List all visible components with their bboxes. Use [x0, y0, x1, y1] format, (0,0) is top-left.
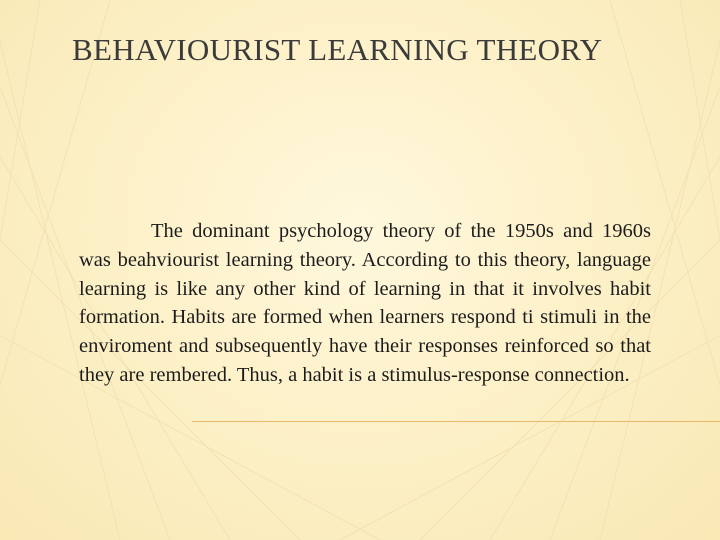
- slide-title: BEHAVIOURIST LEARNING THEORY: [72, 32, 603, 67]
- slide-body-paragraph: The dominant psychology theory of the 1950s and 1960s was beahviourist learning theory. According to this theory, language learning is like any other kind of learning in that it involves habit formation. Habits are formed when learners respond ti stimuli in the enviroment and subsequently have their responses reinforced so that they are rembered. Thus, a habit is a stimulus-response connection.: [79, 220, 651, 386]
- accent-divider-line: [192, 421, 720, 422]
